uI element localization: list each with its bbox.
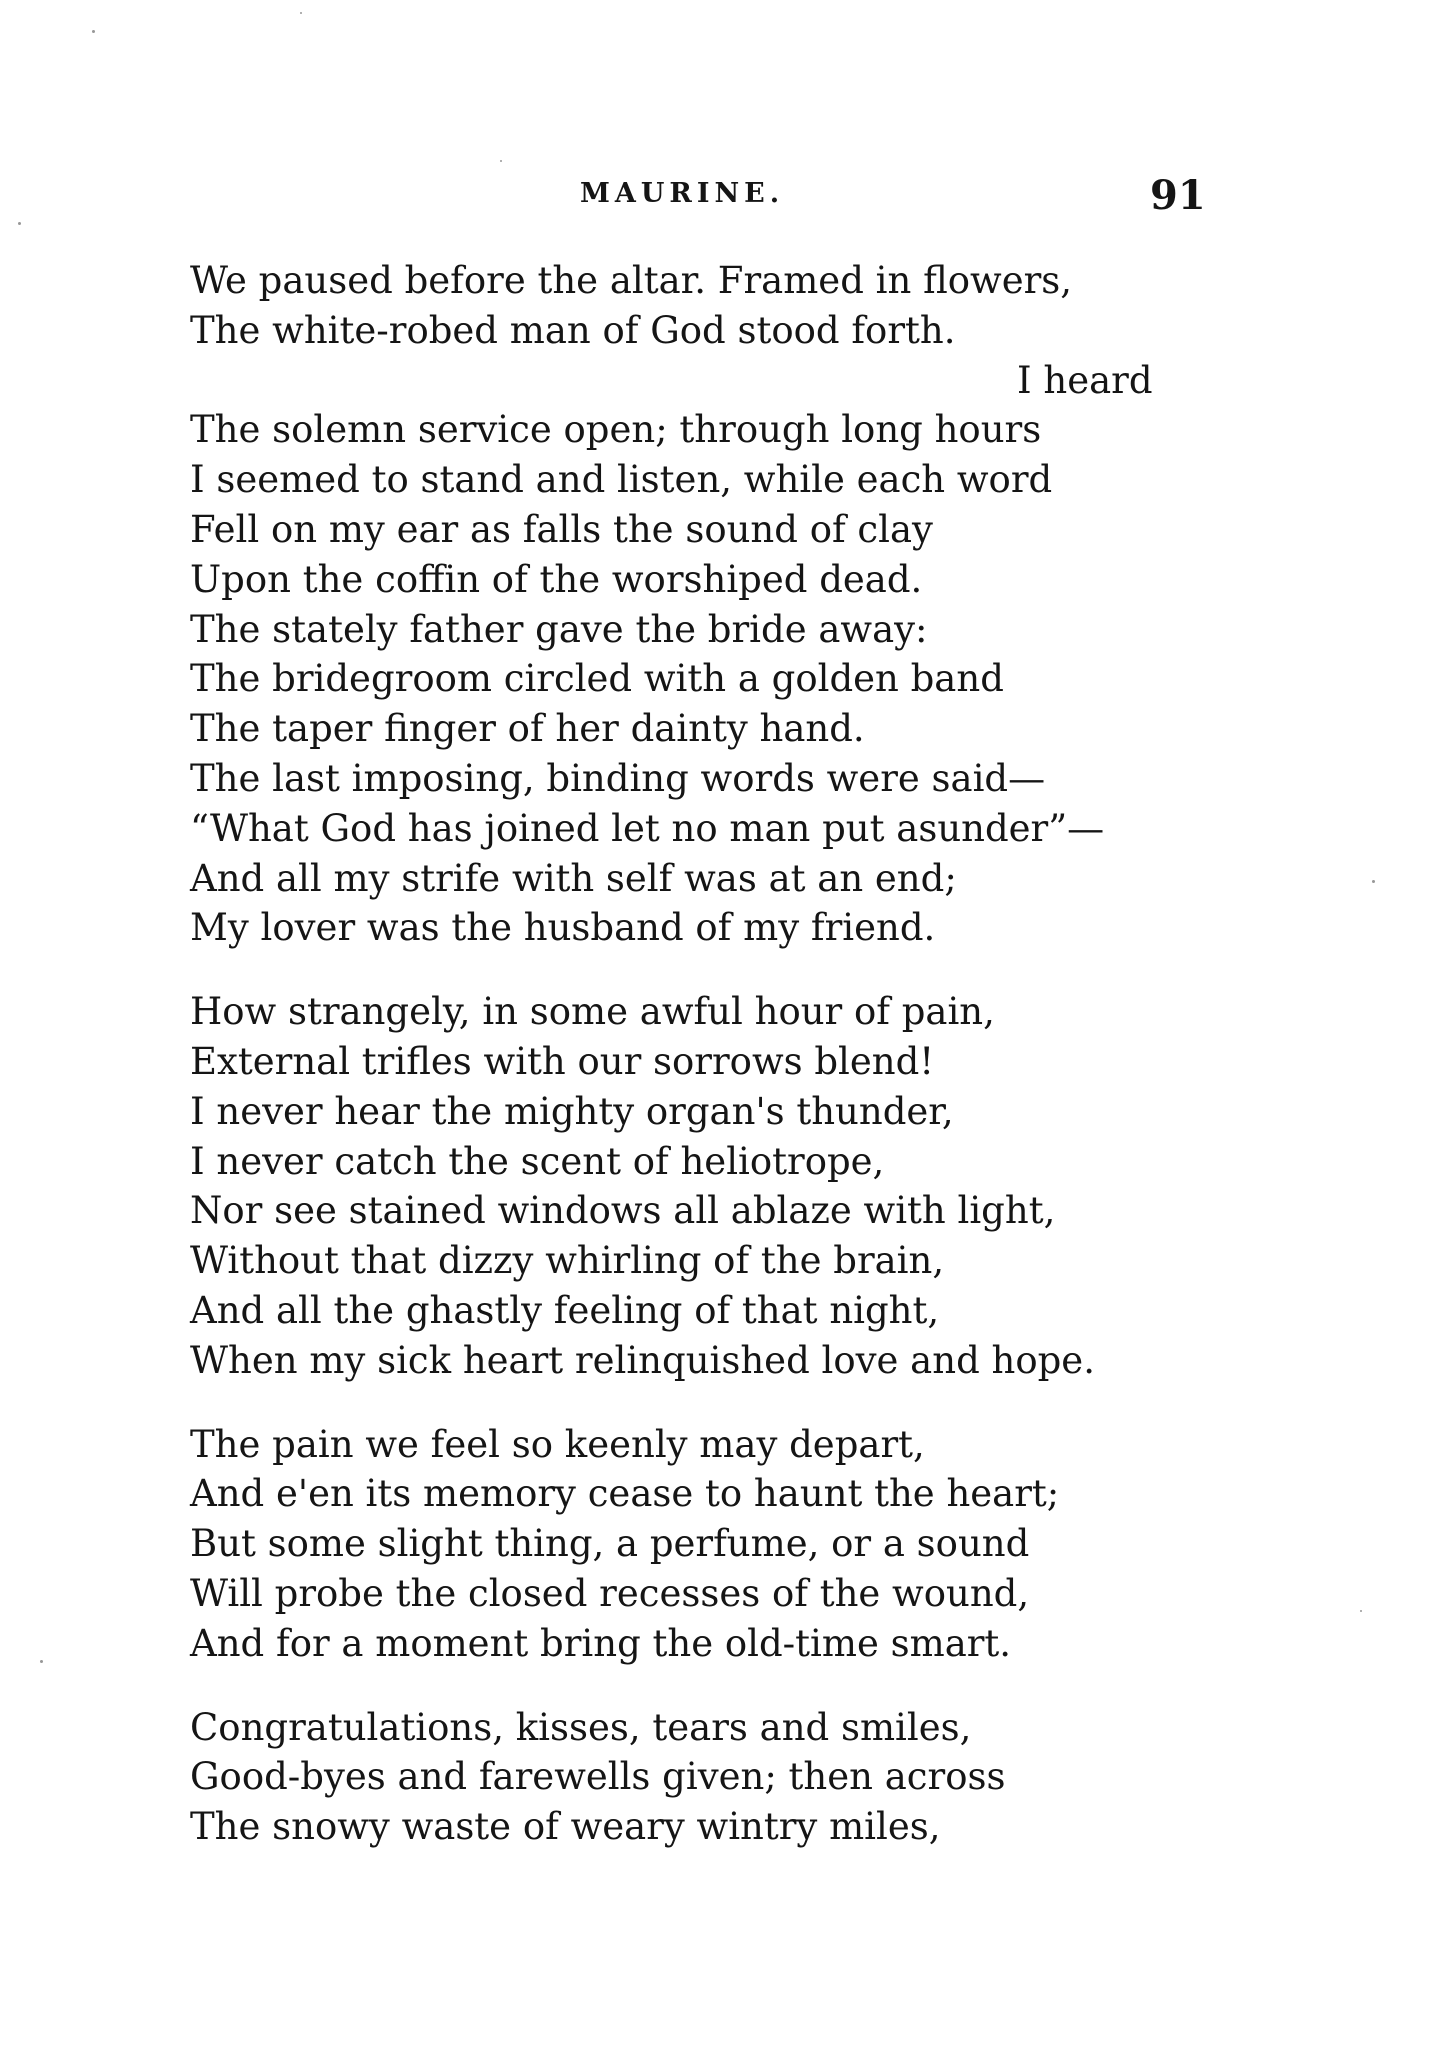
poem-line: The last imposing, binding words were said— [190,756,1046,800]
stanza-3 [190,1420,1190,1669]
paper-speck [300,12,302,14]
stanza-2 [190,987,1190,1385]
poem-line: And e'en its memory cease to haunt the heart; [190,1472,1060,1516]
poem-line: Good-byes and farewells given; then across [190,1755,1006,1799]
poem-line: The snowy waste of weary wintry miles, [190,1805,941,1849]
poem-line: The solemn service open; through long hours [190,408,1042,452]
poem-line: And for a moment bring the old-time smart. [190,1621,1012,1665]
poem-line: External trifles with our sorrows blend! [190,1039,935,1083]
poem-line: Fell on my ear as falls the sound of clay [190,507,933,551]
poem-line: Congratulations, kisses, tears and smiles, [190,1705,972,1749]
poem-line: Will probe the closed recesses of the wound, [190,1571,1030,1615]
stanza-break [190,1669,1190,1703]
poem-line: We paused before the altar. Framed in flowers, [190,259,1073,302]
paper-speck [500,160,502,162]
poem-line: And all my strife with self was at an end; [190,856,957,900]
poem-line: And all the ghastly feeling of that night, [190,1288,940,1332]
stanza-1 [190,256,1190,953]
poem-line: I never catch the scent of heliotrope, [190,1139,885,1183]
poem-line: Without that dizzy whirling of the brain, [190,1239,945,1283]
poem-line: The bridegroom circled with a golden band [190,657,1004,701]
poem-line: I never hear the mighty organ's thunder, [190,1089,954,1133]
poem-line: The pain we feel so keenly may depart, [190,1422,925,1466]
poem-line: The taper finger of her dainty hand. [190,707,865,751]
poem-line: But some slight thing, a perfume, or a sound [190,1522,1030,1566]
stanza-break [190,1386,1190,1420]
poem-line: The stately father gave the bride away: [190,607,928,651]
paper-speck [1372,880,1375,883]
running-title: MAURINE. [580,178,785,209]
poem-line: I heard [1017,358,1153,402]
paper-speck [1360,1610,1362,1612]
page-number: 91 [1150,172,1206,219]
paper-speck [40,1660,43,1663]
poem-line: How strangely, in some awful hour of pain, [190,990,995,1034]
poem-text [190,256,1190,1852]
stanza-break [190,953,1190,987]
poem-line: “What God has joined let no man put asunder”— [190,806,1105,850]
poem-line: I seemed to stand and listen, while each word [190,458,1053,502]
paper-speck [92,30,95,33]
poem-line: Upon the coffin of the worshiped dead. [190,557,923,601]
stanza-4 [190,1703,1190,1852]
poem-line: The white-robed man of God stood forth. [190,308,956,352]
poem-line: Nor see stained windows all ablaze with light, [190,1189,1056,1233]
paper-speck [18,222,21,225]
poem-line: When my sick heart relinquished love and hope. [190,1338,1095,1382]
poem-line: My lover was the husband of my friend. [190,906,936,950]
